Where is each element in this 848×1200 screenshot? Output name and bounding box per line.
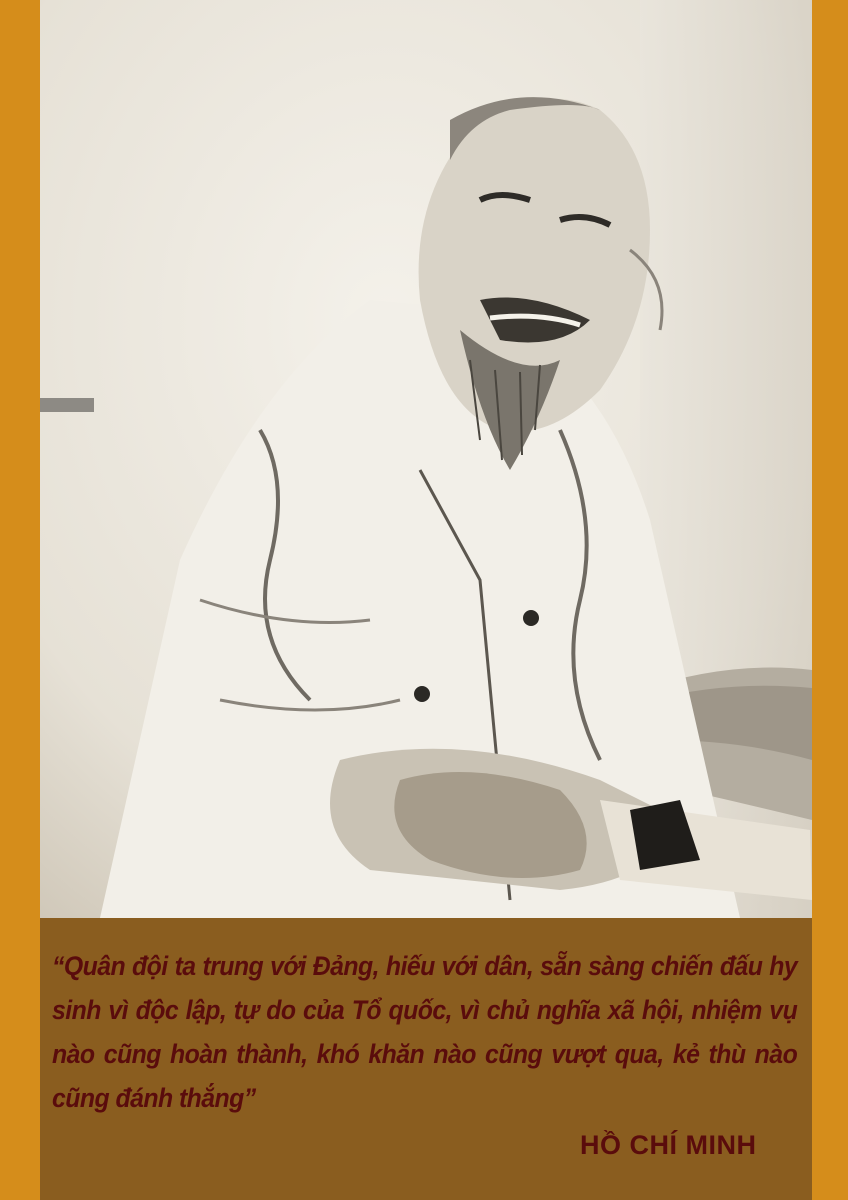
- portrait-illustration: [40, 0, 812, 918]
- caption-panel: [40, 918, 812, 1200]
- quote-text: “Quân đội ta trung với Đảng, hiếu với dân, sẵn sàng chiến đấu hy sinh vì độc lập, tự do của Tổ quốc, vì chủ nghĩa xã hội, nhiệm vụ nào cũng hoàn thành, khó khăn nào cũng vượt qua, kẻ thù nào cũng đánh thắng”: [52, 951, 798, 1113]
- portrait-photo: [40, 0, 812, 918]
- author-name: HỒ CHÍ MINH: [580, 1130, 757, 1160]
